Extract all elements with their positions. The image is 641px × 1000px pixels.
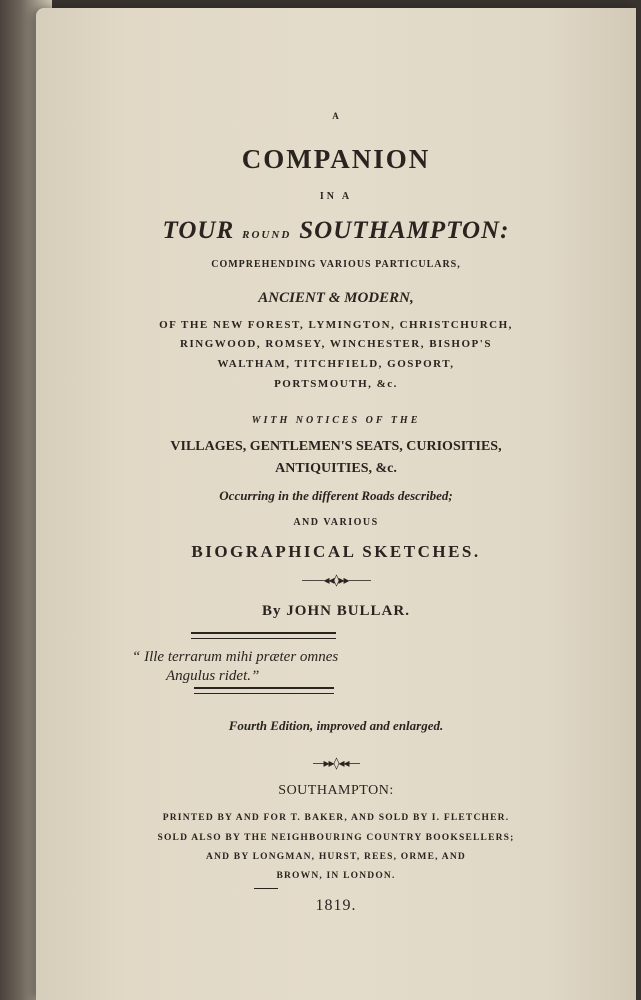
article-a: A <box>332 111 340 121</box>
occurring-text: Occurring in the different Roads described; <box>219 488 453 503</box>
villages-text: VILLAGES, GENTLEMEN'S SEATS, CURIOSITIES, <box>170 439 502 454</box>
round-word: ROUND <box>242 229 292 241</box>
edition-text: Fourth Edition, improved and enlarged. <box>228 718 444 733</box>
places-line-4: PORTSMOUTH, &c. <box>274 378 398 390</box>
place-text: SOUTHAMPTON: <box>278 783 394 798</box>
southampton-word: SOUTHAMPTON: <box>299 217 510 244</box>
places-line-1: OF THE NEW FOREST, LYMINGTON, CHRISTCHURCH, <box>159 319 513 331</box>
ornament-divider: ——◂◂◊▸▸—— <box>301 573 371 587</box>
epigraph-line-2: Angulus ridet.” <box>166 668 260 684</box>
tour-line <box>36 218 636 243</box>
and-various-text: AND VARIOUS <box>293 517 379 528</box>
places-line-2: RINGWOOD, ROMSEY, WINCHESTER, BISHOP'S <box>180 338 492 350</box>
double-rule-top-thin <box>191 638 336 639</box>
printer-line-1: PRINTED BY AND FOR T. BAKER, AND SOLD BY I. FLETCHER. <box>162 813 510 823</box>
tour-word: TOUR <box>162 217 235 244</box>
book-title: COMPANION <box>241 144 431 174</box>
double-rule-bottom-thin <box>194 693 334 694</box>
printer-line-2: SOLD ALSO BY THE NEIGHBOURING COUNTRY BOOKSELLERS; <box>157 833 515 843</box>
double-rule-bottom <box>194 687 334 689</box>
comprehending-text: COMPREHENDING VARIOUS PARTICULARS, <box>211 259 461 270</box>
title-page <box>36 8 636 1000</box>
short-rule <box>254 888 278 889</box>
biographical-text: BIOGRAPHICAL SKETCHES. <box>191 542 481 561</box>
printer-line-4: BROWN, IN LONDON. <box>276 871 396 881</box>
places-line-3: WALTHAM, TITCHFIELD, GOSPORT, <box>217 358 455 370</box>
in-a-text: IN A <box>319 191 353 202</box>
ornament-divider-2: —▸▸◊◂◂— <box>312 756 360 770</box>
printer-line-3: AND BY LONGMAN, HURST, REES, ORME, AND <box>206 852 466 862</box>
antiquities-text: ANTIQUITIES, &c. <box>275 461 397 476</box>
with-notices-text: WITH NOTICES OF THE <box>251 415 421 426</box>
double-rule-top <box>191 632 336 634</box>
ancient-modern-text: ANCIENT & MODERN, <box>258 290 414 306</box>
author-line: By JOHN BULLAR. <box>262 603 410 619</box>
epigraph-line-1: “ Ille terrarum mihi præter omnes <box>132 649 339 665</box>
year-text: 1819. <box>315 897 357 914</box>
